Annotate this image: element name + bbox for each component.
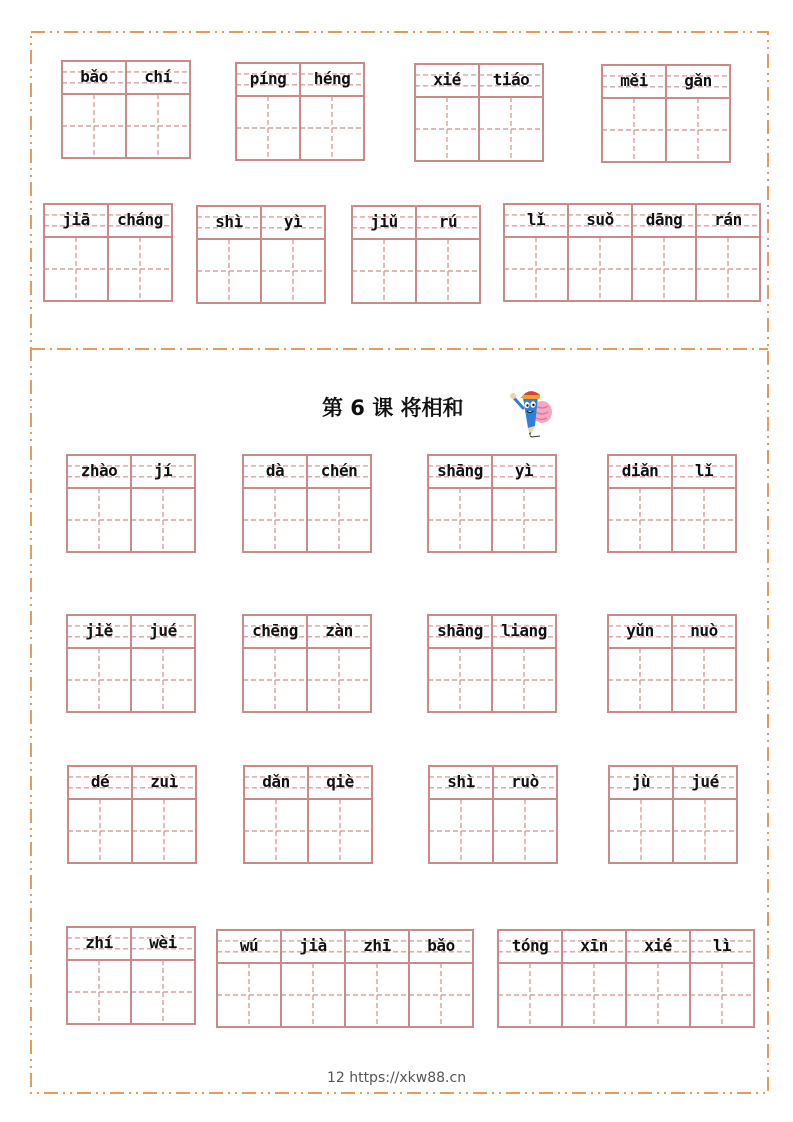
word-writing-grid	[427, 614, 557, 713]
word-writing-grid	[66, 454, 196, 553]
character-writing-cell[interactable]	[244, 799, 308, 863]
character-writing-cell[interactable]	[261, 239, 325, 303]
pinyin-label: píng	[249, 69, 287, 88]
pinyin-label: wú	[239, 936, 259, 955]
character-writing-cell[interactable]	[429, 799, 493, 863]
pinyin-label: héng	[313, 69, 351, 88]
pinyin-label: lǐ	[526, 210, 546, 229]
pinyin-label: xīn	[580, 936, 608, 955]
pinyin-label: liang	[501, 621, 547, 640]
character-writing-cell[interactable]	[493, 799, 557, 863]
word-writing-grid	[66, 614, 196, 713]
pinyin-label: jí	[153, 461, 173, 480]
word-writing-grid	[242, 454, 372, 553]
character-writing-cell[interactable]	[626, 963, 690, 1027]
word-writing-grid	[427, 454, 557, 553]
character-writing-cell[interactable]	[307, 648, 371, 712]
character-writing-cell[interactable]	[67, 488, 131, 552]
word-writing-grid	[67, 765, 197, 864]
character-writing-cell[interactable]	[409, 963, 473, 1027]
pinyin-label: suǒ	[586, 210, 614, 229]
pinyin-label: chí	[144, 67, 172, 86]
character-writing-cell[interactable]	[608, 488, 672, 552]
word-writing-grid	[216, 929, 474, 1028]
pinyin-label: shì	[215, 212, 243, 231]
word-writing-grid	[414, 63, 544, 162]
character-writing-cell[interactable]	[131, 960, 195, 1024]
pinyin-label: rú	[438, 212, 458, 231]
pinyin-label: dāng	[645, 210, 683, 229]
character-writing-cell[interactable]	[44, 237, 108, 301]
pinyin-label: zhí	[85, 933, 113, 952]
pinyin-label: jià	[299, 936, 327, 955]
word-writing-grid	[351, 205, 481, 304]
pinyin-label: dé	[90, 772, 110, 791]
word-writing-grid	[428, 765, 558, 864]
character-writing-cell[interactable]	[197, 239, 261, 303]
character-writing-cell[interactable]	[217, 963, 281, 1027]
pinyin-label: lǐ	[694, 461, 714, 480]
pinyin-label: wèi	[149, 933, 177, 952]
character-writing-cell[interactable]	[479, 97, 543, 161]
character-writing-cell[interactable]	[428, 648, 492, 712]
character-writing-cell[interactable]	[67, 648, 131, 712]
character-writing-cell[interactable]	[690, 963, 754, 1027]
pinyin-label: bǎo	[80, 67, 108, 86]
pinyin-label: zhī	[363, 936, 391, 955]
character-writing-cell[interactable]	[504, 237, 568, 301]
pencil-mascot-icon	[508, 384, 560, 440]
pinyin-label: jiǔ	[370, 212, 398, 231]
word-writing-grid	[503, 203, 761, 302]
character-writing-cell[interactable]	[602, 98, 666, 162]
word-writing-grid	[242, 614, 372, 713]
pinyin-label: xié	[433, 70, 461, 89]
pinyin-label: dà	[265, 461, 285, 480]
character-writing-cell[interactable]	[243, 648, 307, 712]
character-writing-cell[interactable]	[108, 237, 172, 301]
pinyin-label: jiā	[62, 210, 90, 229]
word-writing-grid	[497, 929, 755, 1028]
pinyin-label: gǎn	[684, 71, 712, 90]
character-writing-cell[interactable]	[132, 799, 196, 863]
pinyin-label: tóng	[511, 936, 549, 955]
character-writing-cell[interactable]	[568, 237, 632, 301]
pinyin-label: zhào	[80, 461, 118, 480]
character-writing-cell[interactable]	[68, 799, 132, 863]
character-writing-cell[interactable]	[62, 94, 126, 158]
character-writing-cell[interactable]	[131, 648, 195, 712]
word-writing-grid	[608, 765, 738, 864]
pinyin-label: shāng	[437, 621, 483, 640]
character-writing-cell[interactable]	[236, 96, 300, 160]
character-writing-cell[interactable]	[428, 488, 492, 552]
word-writing-grid	[61, 60, 191, 159]
character-writing-cell[interactable]	[307, 488, 371, 552]
character-writing-cell[interactable]	[345, 963, 409, 1027]
character-writing-cell[interactable]	[281, 963, 345, 1027]
pinyin-label: diǎn	[621, 461, 659, 480]
pinyin-label: dǎn	[262, 772, 290, 791]
pinyin-label: chén	[320, 461, 358, 480]
character-writing-cell[interactable]	[131, 488, 195, 552]
pinyin-label: zuì	[150, 772, 178, 791]
pinyin-label: yì	[283, 212, 303, 231]
pinyin-label: jué	[149, 621, 177, 640]
character-writing-cell[interactable]	[492, 488, 556, 552]
pinyin-label: cháng	[117, 210, 163, 229]
pinyin-label: nuò	[690, 621, 718, 640]
pinyin-label: bǎo	[427, 936, 455, 955]
character-writing-cell[interactable]	[416, 239, 480, 303]
pinyin-label: jiě	[85, 621, 113, 640]
character-writing-cell[interactable]	[672, 648, 736, 712]
pinyin-label: xié	[644, 936, 672, 955]
character-writing-cell[interactable]	[608, 648, 672, 712]
character-writing-cell[interactable]	[67, 960, 131, 1024]
pinyin-label: chēng	[252, 621, 298, 640]
pinyin-label: jù	[631, 772, 651, 791]
character-writing-cell[interactable]	[300, 96, 364, 160]
character-writing-cell[interactable]	[609, 799, 673, 863]
character-writing-cell[interactable]	[415, 97, 479, 161]
word-writing-grid	[601, 64, 731, 163]
pinyin-label: tiáo	[492, 70, 530, 89]
word-writing-grid	[607, 614, 737, 713]
character-writing-cell[interactable]	[498, 963, 562, 1027]
word-writing-grid	[243, 765, 373, 864]
character-writing-cell[interactable]	[562, 963, 626, 1027]
pinyin-label: qiè	[326, 772, 354, 791]
pinyin-label: měi	[620, 71, 648, 90]
word-writing-grid	[66, 926, 196, 1025]
pinyin-label: lì	[712, 936, 732, 955]
pinyin-label: rán	[714, 210, 742, 229]
pinyin-label: jué	[691, 772, 719, 791]
word-writing-grid	[607, 454, 737, 553]
word-writing-grid	[196, 205, 326, 304]
lesson-title: 第 6 课 将相和	[322, 396, 464, 420]
pinyin-label: yǔn	[626, 621, 654, 640]
character-writing-cell[interactable]	[243, 488, 307, 552]
character-writing-cell[interactable]	[352, 239, 416, 303]
character-writing-cell[interactable]	[492, 648, 556, 712]
pinyin-label: shì	[447, 772, 475, 791]
word-writing-grid	[43, 203, 173, 302]
pinyin-label: shāng	[437, 461, 483, 480]
word-writing-grid	[235, 62, 365, 161]
page-footer: 12 https://xkw88.cn	[326, 1070, 467, 1086]
character-writing-cell[interactable]	[672, 488, 736, 552]
character-writing-cell[interactable]	[632, 237, 696, 301]
pinyin-label: zàn	[325, 621, 353, 640]
character-writing-cell[interactable]	[126, 94, 190, 158]
character-writing-cell[interactable]	[673, 799, 737, 863]
pinyin-label: ruò	[511, 772, 539, 791]
character-writing-cell[interactable]	[696, 237, 760, 301]
character-writing-cell[interactable]	[666, 98, 730, 162]
pinyin-label: yì	[514, 461, 534, 480]
character-writing-cell[interactable]	[308, 799, 372, 863]
